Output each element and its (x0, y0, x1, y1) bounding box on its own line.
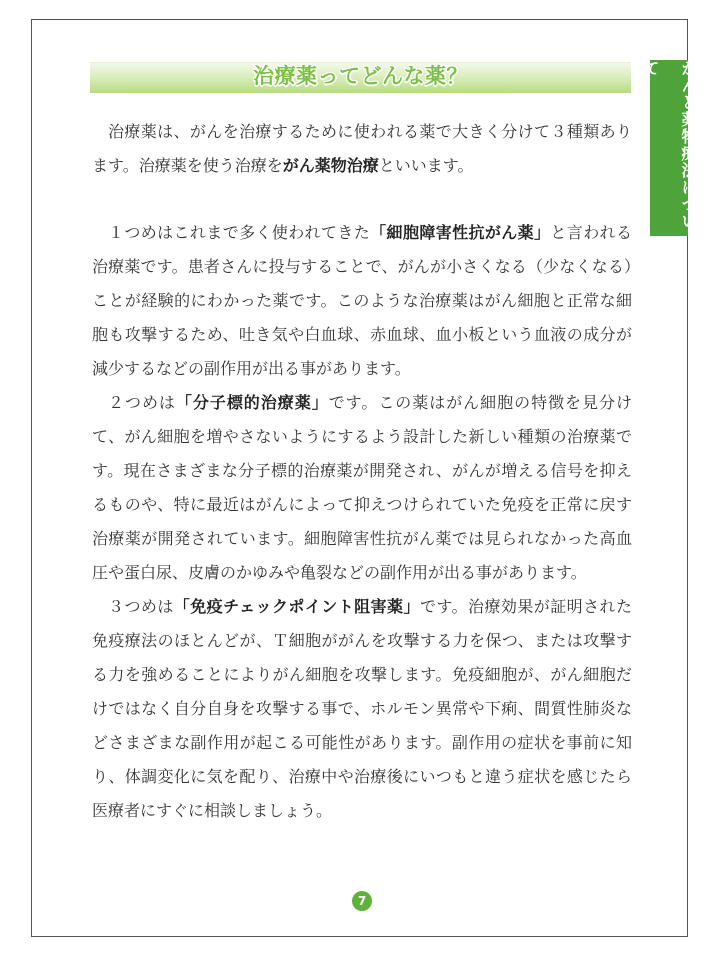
paragraph-text: です。治療効果が証明された免疫療法のほとんどが、Ｔ細胞ががんを攻撃する力を保つ、または攻撃する力を強めることによりがん細胞を攻撃します。免疫細胞が、がん細胞だけではなく自分自身を攻撃する事で、ホルモン異常や下痢、間質性肺炎などさまざまな副作用が起こる可能性があります。副作用の症状を事前に知り、体調変化に気を配り、治療中や治療後にいつもと違う症状を感じたら医療者にすぐに相談しましょう。 (92, 597, 632, 820)
paragraph-cytotoxic (92, 216, 632, 386)
intro-paragraph (92, 115, 632, 183)
page-title: 治療薬ってどんな薬？ (253, 64, 468, 88)
paragraph-text: ２つめは (108, 393, 176, 412)
page-number-badge: 7 (352, 891, 372, 911)
drug-type-label: 「細胞障害性抗がん薬」 (370, 223, 551, 242)
drug-type-label: 「分子標的治療薬」 (175, 393, 329, 412)
paragraph-text: ３つめは (108, 597, 174, 616)
paragraph-text: １つめはこれまで多く使われてきた (108, 223, 371, 242)
paragraph-text: です。この薬はがん細胞の特徴を見分けて、がん細胞を増やさないようにするよう設計した新しい種類の治療薬です。現在さまざまな分子標的治療薬が開発され、がんが増える信号を抑えるものや、特に最近はがんによって抑えつけられていた免疫を正常に戻す治療薬が開発されています。細胞障害性抗がん薬では見られなかった高血圧や蛋白尿、皮膚のかゆみや亀裂などの副作用が出る事があります。 (92, 393, 632, 582)
body-text (92, 115, 632, 828)
paragraph-text: と言われる治療薬です。患者さんに投与することで、がんが小さくなる（少なくなる）ことが経験的にわかった薬です。このような治療薬はがん細胞と正常な細胞も攻撃するため、吐き気や白血球、赤血球、血小板という血液の成分が減少するなどの副作用が出る事があります。 (92, 223, 632, 378)
paragraph-molecular-targeted (92, 386, 632, 590)
chapter-side-tab: がんと薬物療法について (650, 60, 688, 236)
intro-text-post: といいます。 (378, 156, 474, 175)
intro-text-pre: 治療薬は、がんを治療するために使われる薬で大きく分けて３種類あります。治療薬を使う治療を (92, 122, 632, 175)
drug-type-label: 「免疫チェックポイント阻害薬」 (173, 597, 420, 616)
intro-emphasis: がん薬物治療 (282, 156, 379, 175)
paragraph-checkpoint-inhibitor (92, 590, 632, 828)
